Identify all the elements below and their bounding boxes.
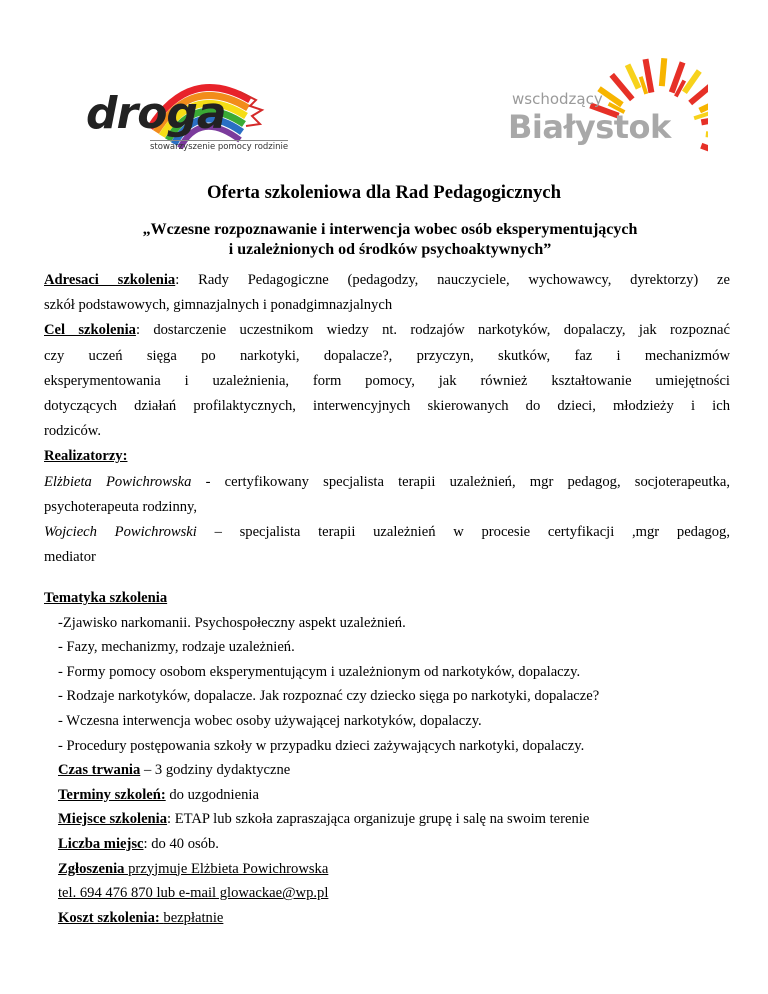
terminy-label: Terminy szkoleń: — [58, 786, 166, 803]
adresaci-line-1 — [44, 268, 730, 293]
topic-item: - Procedury postępowania szkoły w przypadku dzieci zażywających narkotyki, dopalaczy. — [58, 737, 585, 754]
tematyka-label: Tematyka szkolenia — [44, 590, 168, 606]
cel-line-3: eksperymentowania i uzależnienia, form pomocy, jak również kształtowanie umiejętności — [44, 372, 730, 389]
miejsce-row — [44, 807, 734, 832]
droga-logo — [80, 70, 300, 160]
cel-line-5: rodziców. — [44, 423, 101, 440]
terminy-value: do uzgodnienia — [165, 786, 259, 803]
bialystok-wordmark: Białystok — [508, 108, 671, 146]
cel-text: : dostarczenie uczestnikom wiedzy nt. rodzajów narkotyków, dopalaczy, jak rozpoznać — [135, 322, 730, 339]
cel-line-2: czy uczeń sięga po narkotyki, dopalacze?, przyczyn, skutków, faz i mechanizmów — [44, 347, 730, 364]
realizatorzy-label: Realizatorzy: — [44, 448, 128, 465]
topic-item: - Formy pomocy osobom eksperymentującym i uzależnionym od narkotyków, dopalaczy. — [58, 663, 581, 680]
miejsce-label: Miejsce szkolenia — [58, 811, 168, 828]
realizator-1-line-1 — [44, 470, 730, 495]
realizator-1-name: Elżbieta Powichrowska — [44, 473, 192, 490]
contact-link[interactable]: tel. 694 476 870 lub e-mail glowackae@wp.pl — [58, 885, 329, 902]
realizator-1-line-2: psychoterapeuta rodzinny, — [44, 498, 198, 515]
topic-item: -Zjawisko narkomanii. Psychospołeczny aspekt uzależnień. — [58, 614, 406, 631]
cel-label: Cel szkolenia — [44, 322, 136, 339]
liczba-value: : do 40 osób. — [143, 835, 219, 852]
cel-line-1 — [44, 318, 730, 343]
bialystok-small-text: wschodzący — [512, 90, 603, 108]
miejsce-value: : ETAP lub szkoła zapraszająca organizuje grupę i salę na swoim terenie — [167, 811, 590, 828]
terminy-row — [44, 783, 734, 808]
koszt-value: bezpłatnie — [163, 909, 224, 926]
subtitle-line-1: „Wczesne rozpoznawanie i interwencja wobec osób eksperymentujących — [142, 221, 638, 238]
zgloszenia-row — [44, 857, 734, 882]
realizator-1-desc: - certyfikowany specjalista terapii uzależnień, mgr pedagog, socjoterapeutka, — [191, 473, 730, 490]
liczba-label: Liczba miejsc — [58, 835, 144, 852]
koszt-label: Koszt szkolenia: — [58, 909, 164, 926]
liczba-row — [44, 832, 734, 857]
realizator-2-line-1 — [44, 520, 730, 545]
cel-line-4: dotyczących działań profilaktycznych, interwencyjnych skierowanych do dzieci, młodzieży i ich — [44, 397, 730, 414]
adresaci-line-2: szkół podstawowych, gimnazjalnych i ponadgimnazjalnych — [44, 297, 393, 314]
realizator-2-name: Wojciech Powichrowski — [44, 523, 197, 540]
koszt-row — [44, 906, 734, 931]
adresaci-text: : Rady Pedagogiczne (pedagodzy, nauczyciele, wychowawcy, dyrektorzy) ze — [175, 272, 730, 288]
zgloszenia-value: przyjmuje Elżbieta Powichrowska — [124, 860, 329, 877]
info-section — [44, 268, 730, 570]
page-title: Oferta szkoleniowa dla Rad Pedagogicznych — [206, 182, 561, 203]
droga-wordmark: droga — [86, 88, 226, 139]
training-subtitle — [60, 220, 720, 260]
realizator-2-line-2: mediator — [44, 549, 96, 566]
czas-row — [44, 758, 734, 783]
czas-value: – 3 godziny dydaktyczne — [140, 762, 291, 779]
realizator-2-desc: – specjalista terapii uzależnień w procesie certyfikacji ,mgr pedagog, — [196, 523, 730, 540]
bialystok-logo — [508, 52, 708, 162]
topic-item: - Rodzaje narkotyków, dopalacze. Jak rozpoznać czy dziecko sięga po narkotyki, dopalacze? — [58, 688, 600, 705]
subtitle-line-2: i uzależnionych od środków psychoaktywnych” — [228, 241, 552, 258]
tematyka-section — [44, 586, 734, 930]
droga-subtitle: stowarzyszenie pomocy rodzinie — [150, 142, 289, 152]
czas-label: Czas trwania — [58, 762, 141, 779]
adresaci-label: Adresaci szkolenia — [44, 272, 176, 288]
topic-item: - Fazy, mechanizmy, rodzaje uzależnień. — [58, 639, 295, 656]
zgloszenia-label: Zgłoszenia — [58, 860, 125, 877]
topic-item: - Wczesna interwencja wobec osoby używającej narkotyków, dopalaczy. — [58, 712, 482, 729]
